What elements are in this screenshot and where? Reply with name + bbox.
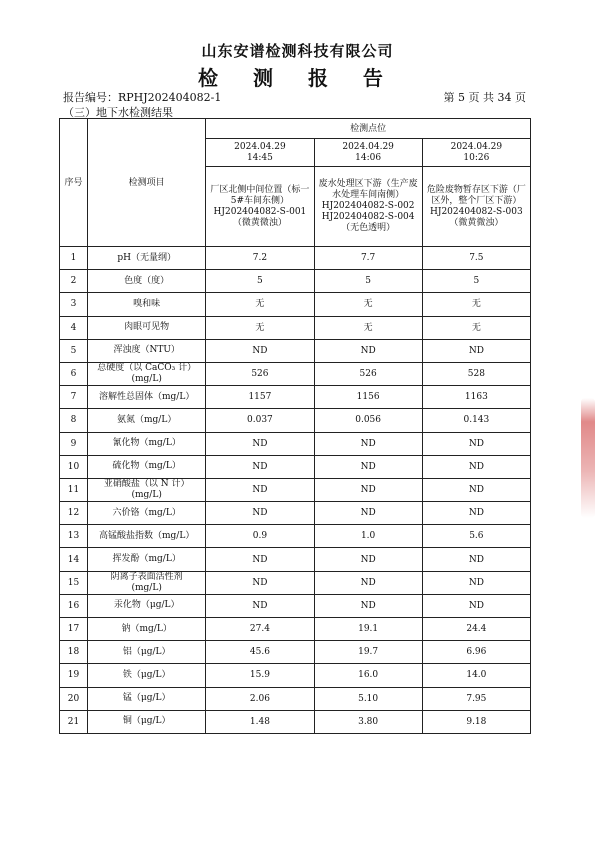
row-value-point-2: 19.1 (314, 618, 422, 641)
table-row (60, 478, 531, 501)
row-value-point-1: 7.2 (206, 247, 314, 270)
table-row (60, 247, 531, 270)
row-value-point-1: ND (206, 571, 314, 594)
row-value-point-3: 5 (422, 270, 530, 293)
table-row (60, 362, 531, 385)
row-number: 8 (60, 409, 88, 432)
row-value-point-3: ND (422, 339, 530, 362)
row-item: 浑浊度（NTU） (88, 339, 206, 362)
row-number: 11 (60, 478, 88, 501)
table-row (60, 664, 531, 687)
row-value-point-1: ND (206, 432, 314, 455)
row-value-point-2: ND (314, 432, 422, 455)
row-item: 挥发酚（mg/L） (88, 548, 206, 571)
row-item: 铜（μg/L） (88, 710, 206, 733)
row-number: 14 (60, 548, 88, 571)
row-item: 嗅和味 (88, 293, 206, 316)
row-item: 六价铬（mg/L） (88, 502, 206, 525)
row-item: pH（无量纲） (88, 247, 206, 270)
col-seq-header: 序号 (60, 119, 88, 247)
point-desc-3: 危险废物暂存区下游（厂区外，整个厂区下游） HJ202404082-S-003 （微黄微浊） (422, 167, 530, 247)
row-number: 12 (60, 502, 88, 525)
row-value-point-2: ND (314, 502, 422, 525)
report-meta (63, 89, 526, 105)
row-number: 2 (60, 270, 88, 293)
row-value-point-3: 9.18 (422, 710, 530, 733)
row-value-point-1: ND (206, 339, 314, 362)
row-value-point-3: 7.95 (422, 687, 530, 710)
row-value-point-2: 5 (314, 270, 422, 293)
row-number: 17 (60, 618, 88, 641)
row-number: 19 (60, 664, 88, 687)
row-value-point-2: 0.056 (314, 409, 422, 432)
row-value-point-2: 16.0 (314, 664, 422, 687)
point-time-3: 2024.04.29 10:26 (422, 139, 530, 167)
row-value-point-2: 3.80 (314, 710, 422, 733)
table-row (60, 316, 531, 339)
row-value-point-3: ND (422, 455, 530, 478)
row-value-point-3: ND (422, 502, 530, 525)
table-row (60, 594, 531, 617)
row-item: 高锰酸盐指数（mg/L） (88, 525, 206, 548)
report-number: 报告编号：RPHJ202404082-1 (63, 91, 222, 104)
table-row (60, 571, 531, 594)
row-value-point-3: ND (422, 548, 530, 571)
row-item: 锰（μg/L） (88, 687, 206, 710)
row-value-point-2: 1156 (314, 386, 422, 409)
table-row (60, 687, 531, 710)
row-value-point-2: 5.10 (314, 687, 422, 710)
row-value-point-3: 24.4 (422, 618, 530, 641)
row-value-point-1: ND (206, 455, 314, 478)
row-value-point-3: 1163 (422, 386, 530, 409)
row-value-point-1: 1.48 (206, 710, 314, 733)
row-value-point-3: 5.6 (422, 525, 530, 548)
row-value-point-2: 7.7 (314, 247, 422, 270)
row-value-point-3: 14.0 (422, 664, 530, 687)
page-info: 第 5 页 共 34 页 (443, 91, 526, 104)
row-value-point-1: 526 (206, 362, 314, 385)
row-item: 汞化物（μg/L） (88, 594, 206, 617)
col-item-header: 检测项目 (88, 119, 206, 247)
row-item: 氰化物（mg/L） (88, 432, 206, 455)
section-title: （三）地下水检测结果 (63, 106, 173, 119)
row-item: 总硬度（以 CaCO₃ 计） (mg/L) (88, 362, 206, 385)
table-row (60, 270, 531, 293)
row-number: 15 (60, 571, 88, 594)
row-value-point-3: ND (422, 432, 530, 455)
row-number: 1 (60, 247, 88, 270)
table-row (60, 710, 531, 733)
row-value-point-1: 2.06 (206, 687, 314, 710)
report-title: 检 测 报 告 (198, 66, 397, 90)
row-value-point-1: 15.9 (206, 664, 314, 687)
row-value-point-3: 528 (422, 362, 530, 385)
row-number: 6 (60, 362, 88, 385)
row-value-point-3: ND (422, 594, 530, 617)
table-row (60, 455, 531, 478)
row-value-point-2: ND (314, 548, 422, 571)
table-row (60, 548, 531, 571)
row-item: 硫化物（mg/L） (88, 455, 206, 478)
row-value-point-2: 无 (314, 293, 422, 316)
table-row (60, 432, 531, 455)
results-table (59, 118, 531, 734)
row-number: 16 (60, 594, 88, 617)
row-value-point-3: 6.96 (422, 641, 530, 664)
red-seal-stamp (581, 398, 595, 518)
point-time-2: 2024.04.29 14:06 (314, 139, 422, 167)
company-name: 山东安谱检测科技有限公司 (201, 42, 394, 60)
row-value-point-1: ND (206, 594, 314, 617)
table-row (60, 386, 531, 409)
row-value-point-3: ND (422, 478, 530, 501)
row-number: 4 (60, 316, 88, 339)
row-value-point-1: 5 (206, 270, 314, 293)
row-value-point-2: 19.7 (314, 641, 422, 664)
row-value-point-2: 1.0 (314, 525, 422, 548)
row-item: 肉眼可见物 (88, 316, 206, 339)
row-number: 7 (60, 386, 88, 409)
row-value-point-1: 0.9 (206, 525, 314, 548)
row-value-point-2: ND (314, 571, 422, 594)
row-value-point-3: 无 (422, 316, 530, 339)
row-item: 溶解性总固体（mg/L） (88, 386, 206, 409)
row-value-point-1: ND (206, 478, 314, 501)
row-value-point-3: 7.5 (422, 247, 530, 270)
table-row (60, 525, 531, 548)
row-value-point-2: ND (314, 594, 422, 617)
row-value-point-1: 0.037 (206, 409, 314, 432)
row-item: 色度（度） (88, 270, 206, 293)
point-desc-2: 废水处理区下游（生产废水处理车间南侧） HJ202404082-S-002 HJ202404082-S-004 （无色透明） (314, 167, 422, 247)
row-item: 阴离子表面活性剂 (mg/L) (88, 571, 206, 594)
row-value-point-1: 1157 (206, 386, 314, 409)
row-item: 氨氮（mg/L） (88, 409, 206, 432)
row-number: 13 (60, 525, 88, 548)
table-row (60, 409, 531, 432)
row-value-point-3: 0.143 (422, 409, 530, 432)
table-row (60, 339, 531, 362)
row-value-point-1: 无 (206, 293, 314, 316)
row-value-point-1: ND (206, 502, 314, 525)
row-value-point-2: ND (314, 455, 422, 478)
table-row (60, 502, 531, 525)
table-row (60, 641, 531, 664)
row-value-point-1: 无 (206, 316, 314, 339)
row-item: 亚硝酸盐（以 N 计） (mg/L) (88, 478, 206, 501)
row-number: 5 (60, 339, 88, 362)
row-value-point-3: ND (422, 571, 530, 594)
row-value-point-1: 45.6 (206, 641, 314, 664)
row-number: 20 (60, 687, 88, 710)
table-row (60, 618, 531, 641)
row-value-point-2: ND (314, 339, 422, 362)
row-number: 21 (60, 710, 88, 733)
point-desc-1: 厂区北侧中间位置（标一 5#车间东侧） HJ202404082-S-001 （微黄微浊） (206, 167, 314, 247)
row-value-point-2: ND (314, 478, 422, 501)
row-number: 18 (60, 641, 88, 664)
row-number: 10 (60, 455, 88, 478)
row-value-point-1: 27.4 (206, 618, 314, 641)
row-item: 铁（μg/L） (88, 664, 206, 687)
row-value-point-2: 无 (314, 316, 422, 339)
table-row (60, 293, 531, 316)
col-points-header: 检测点位 (206, 119, 531, 139)
row-value-point-3: 无 (422, 293, 530, 316)
row-value-point-2: 526 (314, 362, 422, 385)
row-value-point-1: ND (206, 548, 314, 571)
row-item: 铝（μg/L） (88, 641, 206, 664)
row-number: 9 (60, 432, 88, 455)
row-number: 3 (60, 293, 88, 316)
point-time-1: 2024.04.29 14:45 (206, 139, 314, 167)
row-item: 钠（mg/L） (88, 618, 206, 641)
